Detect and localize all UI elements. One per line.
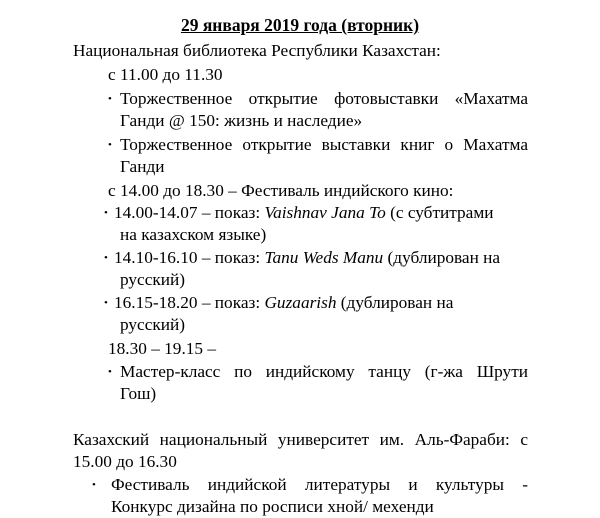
bullet-icon: • [108, 139, 112, 151]
time-slot: с 14.00 до 18.30 – Фестиваль индийского кино: [108, 181, 454, 200]
venue-time: 15.00 до 16.30 [73, 452, 177, 471]
venue-name: Казахский национальный университет им. Аль-Фараби: с [73, 430, 528, 449]
list-item: Торжественное открытие фотовыставки «Махатма [120, 89, 528, 108]
film-title: Guzaarish [264, 293, 337, 312]
list-item-continuation: Ганди [120, 157, 165, 176]
screening-item [114, 247, 500, 269]
screening-note: (дублирован на [383, 248, 501, 267]
bullet-icon: • [108, 93, 112, 105]
screening-item [114, 202, 494, 224]
time-slot: с 11.00 до 11.30 [108, 65, 223, 84]
screening-continuation: на казахском языке) [120, 225, 267, 244]
screening-continuation: русский) [120, 315, 186, 334]
list-item: Мастер-класс по индийскому танцу (г-жа Шрути [120, 362, 528, 381]
bullet-icon: • [108, 366, 112, 378]
screening-item [114, 292, 453, 314]
list-item-continuation: Конкурс дизайна по росписи хной/ мехенди [111, 497, 434, 516]
screening-time: 14.00-14.07 – показ: [114, 203, 265, 222]
film-title: Tanu Weds Manu [264, 248, 384, 267]
list-item: Фестиваль индийской литературы и культуры - [111, 475, 528, 494]
venue-name: Национальная библиотека Республики Казахстан: [73, 41, 441, 60]
bullet-icon: • [104, 297, 108, 309]
page-title: 29 января 2019 года (вторник) [180, 15, 420, 35]
film-title: Vaishnav Jana To [264, 203, 386, 222]
list-item: Торжественное открытие выставки книг о Махатма [120, 135, 528, 154]
screening-note: (дублирован на [336, 293, 454, 312]
screening-note: (с субтитрами [385, 203, 494, 222]
time-slot: 18.30 – 19.15 – [108, 339, 217, 358]
bullet-icon: • [104, 252, 108, 264]
bullet-icon: • [104, 207, 108, 219]
list-item-continuation: Ганди @ 150: жизнь и наследие» [120, 111, 363, 130]
list-item-continuation: Гош) [120, 384, 157, 403]
screening-time: 14.10-16.10 – показ: [114, 248, 265, 267]
screening-time: 16.15-18.20 – показ: [114, 293, 265, 312]
screening-continuation: русский) [120, 270, 186, 289]
bullet-icon: • [92, 479, 96, 491]
